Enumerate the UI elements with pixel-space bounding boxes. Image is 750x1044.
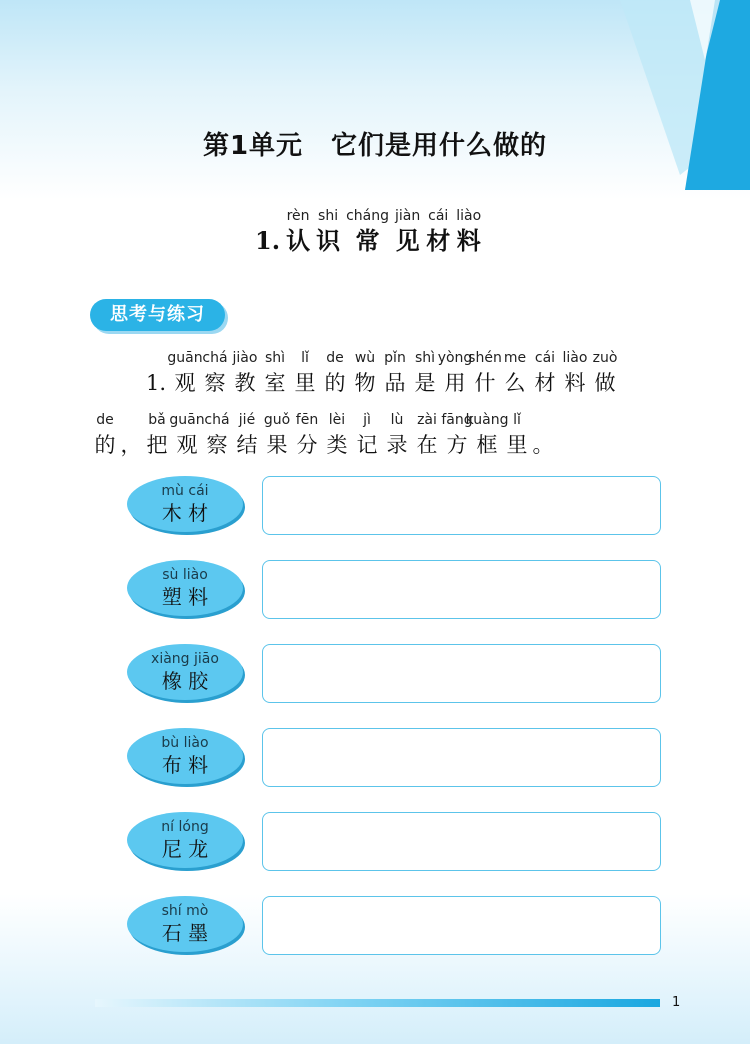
pinyin: zuò bbox=[592, 350, 618, 366]
hanzi: 把 bbox=[146, 433, 168, 457]
material-name: 塑 料 bbox=[161, 585, 209, 609]
unit-title: 它们是用什么做的 bbox=[331, 131, 548, 161]
hanzi: 1. bbox=[255, 226, 281, 255]
answer-box[interactable] bbox=[262, 812, 661, 871]
hanzi: 做 bbox=[594, 371, 616, 395]
ruby-char bbox=[456, 206, 481, 256]
ruby-char bbox=[380, 348, 410, 398]
pinyin: guān bbox=[169, 412, 205, 428]
material-label bbox=[127, 560, 243, 616]
pinyin: lèi bbox=[328, 412, 346, 428]
material-label bbox=[127, 896, 243, 952]
answer-box[interactable] bbox=[262, 644, 661, 703]
hanzi: 材 bbox=[426, 226, 451, 255]
hanzi: 分 bbox=[296, 433, 318, 457]
hanzi: 果 bbox=[266, 433, 288, 457]
ruby-char bbox=[560, 348, 590, 398]
pinyin: cháng bbox=[346, 208, 389, 224]
pinyin: lǐ bbox=[301, 350, 309, 366]
hanzi: 么 bbox=[504, 371, 526, 395]
ruby-char bbox=[426, 206, 450, 256]
pinyin: guān bbox=[167, 350, 203, 366]
ruby-char bbox=[286, 206, 310, 256]
ruby-char bbox=[232, 410, 262, 460]
ruby-char bbox=[167, 348, 203, 398]
material-row bbox=[127, 812, 662, 874]
material-name: 木 材 bbox=[161, 501, 209, 525]
ruby-char bbox=[346, 206, 389, 256]
ruby-char bbox=[90, 410, 120, 460]
pinyin: de bbox=[326, 350, 344, 366]
hanzi: 录 bbox=[386, 433, 408, 457]
hanzi: 室 bbox=[264, 371, 286, 395]
pinyin: shén bbox=[468, 350, 502, 366]
pinyin: fēn bbox=[295, 412, 319, 428]
ruby-char bbox=[292, 410, 322, 460]
material-pinyin: bù liào bbox=[161, 735, 209, 751]
ruby-char bbox=[352, 410, 382, 460]
hanzi: 认 bbox=[286, 226, 311, 255]
pinyin: cái bbox=[428, 208, 449, 224]
material-row bbox=[127, 644, 662, 706]
ruby-char bbox=[200, 348, 230, 398]
pinyin: fāng bbox=[441, 412, 473, 428]
hanzi: 的 bbox=[324, 371, 346, 395]
question-1-line-2 bbox=[90, 410, 554, 460]
pinyin: rèn bbox=[286, 208, 310, 224]
lesson-title bbox=[255, 206, 487, 256]
ruby-char bbox=[465, 410, 509, 460]
material-pinyin: xiàng jiāo bbox=[151, 651, 219, 667]
ruby-char bbox=[262, 410, 292, 460]
pinyin: me bbox=[503, 350, 527, 366]
pinyin: shì bbox=[264, 350, 286, 366]
ruby-char bbox=[590, 348, 620, 398]
ruby-char bbox=[500, 348, 530, 398]
hanzi: 识 bbox=[316, 226, 341, 255]
ruby-char bbox=[260, 348, 290, 398]
ruby-char bbox=[470, 348, 500, 398]
pinyin: lǐ bbox=[513, 412, 521, 428]
unit-heading bbox=[0, 125, 750, 162]
hanzi: 料 bbox=[456, 226, 481, 255]
ruby-char bbox=[202, 410, 232, 460]
hanzi: 品 bbox=[384, 371, 406, 395]
answer-box[interactable] bbox=[262, 560, 661, 619]
hanzi: 材 bbox=[534, 371, 556, 395]
ruby-char bbox=[120, 410, 142, 460]
material-name: 石 墨 bbox=[161, 921, 209, 945]
ruby-char bbox=[255, 206, 280, 256]
material-name: 布 料 bbox=[161, 753, 209, 777]
hanzi: 1. bbox=[145, 371, 167, 395]
pinyin: jié bbox=[238, 412, 256, 428]
page-number: 1 bbox=[672, 995, 681, 1010]
unit-label: 第1单元 bbox=[202, 131, 304, 161]
material-row bbox=[127, 896, 662, 958]
hanzi: 什 bbox=[474, 371, 496, 395]
hanzi: 里 bbox=[294, 371, 316, 395]
material-name: 橡 胶 bbox=[161, 669, 209, 693]
material-row bbox=[127, 560, 662, 622]
hanzi: 方 bbox=[446, 433, 468, 457]
material-label bbox=[127, 812, 243, 868]
pinyin: yòng bbox=[437, 350, 473, 366]
hanzi: 教 bbox=[234, 371, 256, 395]
ruby-char bbox=[290, 348, 320, 398]
material-pinyin: shí mò bbox=[161, 903, 209, 919]
ruby-char bbox=[410, 348, 440, 398]
ruby-char bbox=[316, 206, 340, 256]
hanzi: 框 bbox=[476, 433, 498, 457]
pinyin: guǒ bbox=[263, 412, 291, 428]
pinyin: pǐn bbox=[384, 350, 406, 366]
material-pinyin: sù liào bbox=[162, 567, 208, 583]
ruby-char bbox=[142, 410, 172, 460]
answer-box[interactable] bbox=[262, 476, 661, 535]
hanzi: 察 bbox=[204, 371, 226, 395]
material-label bbox=[127, 728, 243, 784]
ruby-char bbox=[395, 206, 420, 256]
hanzi: 类 bbox=[326, 433, 348, 457]
hanzi: 观 bbox=[176, 433, 198, 457]
pinyin: jiào bbox=[232, 350, 258, 366]
ruby-char bbox=[350, 348, 380, 398]
material-pinyin: mù cái bbox=[161, 483, 209, 499]
ruby-char bbox=[382, 410, 412, 460]
ruby-char bbox=[230, 348, 260, 398]
hanzi: 的 bbox=[94, 433, 116, 457]
material-pinyin: ní lóng bbox=[161, 819, 209, 835]
hanzi: 料 bbox=[564, 371, 586, 395]
hanzi: 常 bbox=[355, 226, 380, 255]
hanzi: 记 bbox=[356, 433, 378, 457]
material-name: 尼 龙 bbox=[161, 837, 209, 861]
answer-box[interactable] bbox=[262, 896, 661, 955]
hanzi: 是 bbox=[414, 371, 436, 395]
ruby-char bbox=[532, 410, 554, 460]
ruby-char bbox=[412, 410, 442, 460]
hanzi: 物 bbox=[354, 371, 376, 395]
pinyin: bǎ bbox=[148, 412, 166, 428]
material-label bbox=[127, 644, 243, 700]
footer-bar bbox=[95, 999, 660, 1007]
ruby-char bbox=[530, 348, 560, 398]
hanzi: 在 bbox=[416, 433, 438, 457]
pinyin: zài bbox=[417, 412, 437, 428]
material-label bbox=[127, 476, 243, 532]
pinyin: chá bbox=[204, 412, 230, 428]
pinyin: shi bbox=[318, 208, 339, 224]
material-row bbox=[127, 476, 662, 538]
ruby-char bbox=[437, 348, 473, 398]
pinyin: chá bbox=[202, 350, 228, 366]
ruby-char bbox=[142, 348, 170, 398]
ruby-char bbox=[322, 410, 352, 460]
pinyin: liào bbox=[562, 350, 588, 366]
ruby-char bbox=[169, 410, 205, 460]
ruby-char bbox=[320, 348, 350, 398]
hanzi: 观 bbox=[174, 371, 196, 395]
pinyin: de bbox=[96, 412, 114, 428]
pinyin: liào bbox=[456, 208, 482, 224]
hanzi: 见 bbox=[395, 226, 420, 255]
answer-box[interactable] bbox=[262, 728, 661, 787]
hanzi: 。 bbox=[532, 433, 554, 457]
question-1-line-1 bbox=[142, 348, 620, 398]
material-row bbox=[127, 728, 662, 790]
hanzi: 结 bbox=[236, 433, 258, 457]
pinyin: wù bbox=[354, 350, 376, 366]
pinyin: shì bbox=[414, 350, 436, 366]
hanzi: 察 bbox=[206, 433, 228, 457]
ruby-char bbox=[502, 410, 532, 460]
hanzi: 用 bbox=[444, 371, 466, 395]
pinyin: cái bbox=[534, 350, 556, 366]
hanzi: 里 bbox=[506, 433, 528, 457]
pinyin: lù bbox=[390, 412, 404, 428]
pinyin: kuàng bbox=[465, 412, 509, 428]
pinyin: jì bbox=[363, 412, 371, 428]
section-badge: 思考与练习 bbox=[90, 299, 225, 331]
pinyin: jiàn bbox=[394, 208, 421, 224]
hanzi: ， bbox=[120, 433, 142, 457]
